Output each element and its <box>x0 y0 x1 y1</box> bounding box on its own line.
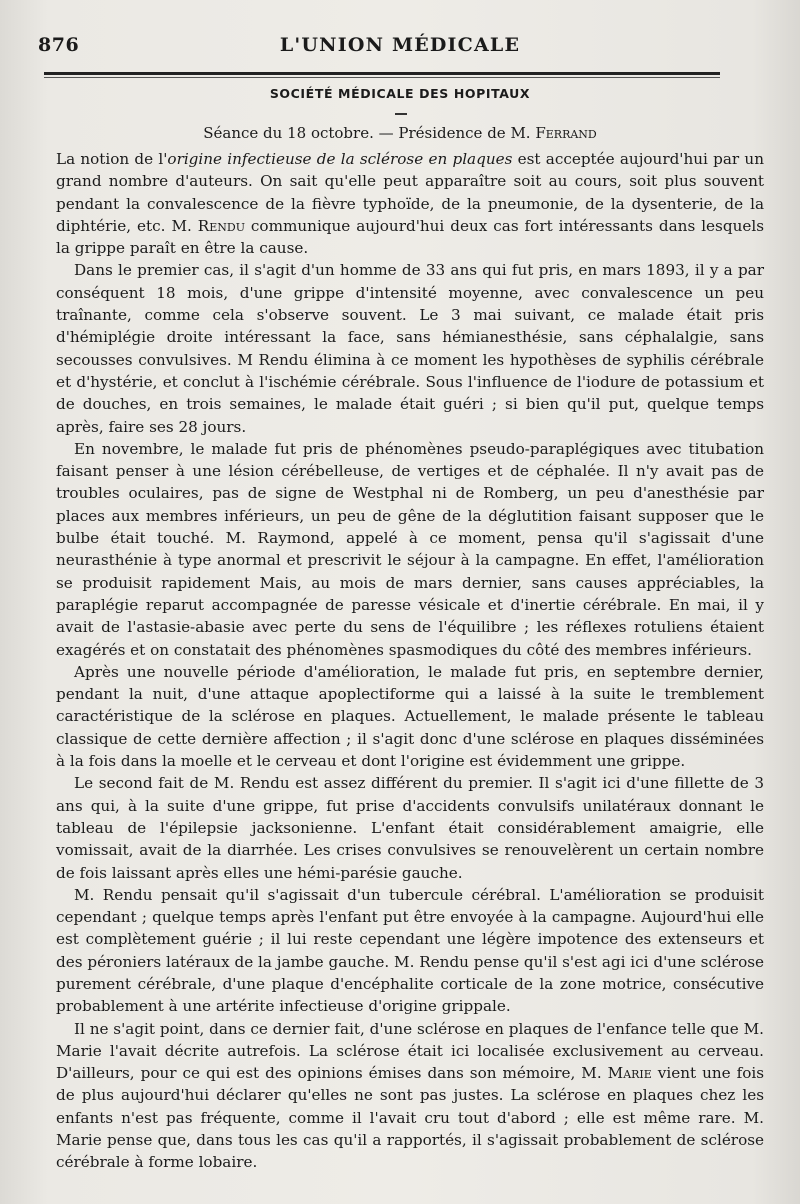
paragraph-3: En novembre, le malade fut pris de phénomènes pseudo-paraplégiques avec titubation faisant penser à une lésion cérébelleuse, de vertiges et de céphalée. Il n'y avait pas de troubles oculaires, pas de signe de Westphal ni de Romberg, un peu d'anesthésie par places aux membres inférieurs, un peu de gêne de la déglutition faisant supposer que le bulbe était touché. M. Raymond, appelé à ce moment, pensa qu'il s'agissait d'une neurasthénie à type anormal et prescrivit le séjour à la campagne. En effet, l'amélioration se produisit rapidement Mais, au mois de mars dernier, sans causes appréciables, la paraplégie reparut accompagnée de paresse vésicale et d'inertie cérébrale. En mai, il y avait de l'astasie-abasie avec perte du sens de l'équilibre ; les réflexes rotuliens étaient exagérés et on constatait des phénomènes spasmodiques du côté des membres inférieurs. <box>56 439 764 659</box>
header-rule-thick <box>44 72 720 75</box>
session-president: Ferrand <box>535 124 597 142</box>
section-title: SOCIÉTÉ MÉDICALE DES HOPITAUX <box>269 86 531 101</box>
paragraph-4: Après une nouvelle période d'amélioration, le malade fut pris, en septembre dernier, pendant la nuit, d'une attaque apoplectiforme qui a laissé à la suite le tremblement caractéristique de la sclérose en plaques. Actuellement, le malade présente le tableau classique de cette dernière affection ; il s'agit donc d'une sclérose en plaques disséminées à la fois dans la moelle et le cerveau et dont l'origine est évidemment une grippe. <box>56 662 764 771</box>
paragraph-2: Dans le premier cas, il s'agit d'un homme de 33 ans qui fut pris, en mars 1893, il y a par conséquent 18 mois, d'une grippe d'intensité moyenne, avec convalescence un peu traînante, comme cela s'observe souvent. Le 3 mai suivant, ce malade était pris d'hémiplégie droite intéressant la face, sans hémianesthésie, sans céphalalgie, sans secousses convulsives. M Rendu élimina à ce moment les hypothèses de syphilis cérébrale et d'hystérie, et conclut à l'ischémie cérébrale. Sous l'influence de l'iodure de potassium et de douches, en trois semaines, le malade était guéri ; si bien qu'il put, quelque temps après, faire ses 28 jours. <box>56 261 764 436</box>
paragraph-1 <box>56 148 764 259</box>
article-body <box>56 148 764 1174</box>
page-header <box>38 34 762 64</box>
paragraph-7 <box>56 1018 764 1174</box>
paragraph-1-name: Rendu <box>197 216 245 235</box>
paragraph-1-part-a: La notion de l' <box>56 150 168 168</box>
page-number: 876 <box>38 34 80 56</box>
paragraph-1-italic: origine infectieuse de la sclérose en plaques <box>167 150 513 168</box>
running-head: L'UNION MÉDICALE <box>279 34 521 56</box>
paragraph-7-part-b: vient une fois de plus aujourd'hui déclarer qu'elles ne sont pas justes. La sclérose en plaques chez les enfants n'est pas fréquente, comme il l'avait cru tout d'abord ; elle est même rare. M. Marie pense que, dans tous les cas qu'il a rapportés, il s'agissait probablement de sclérose cérébrale à forme lobaire. <box>56 1064 765 1172</box>
paragraph-1-part-b: est acceptée aujourd'hui par un grand nombre d'auteurs. On sait qu'elle peut apparaître soit au cours, soit plus souvent pendant la convalescence de la fièvre typhoïde, de la pneumonie, de la dysenterie, de la diphtérie, etc. M. <box>56 150 764 235</box>
paragraph-7-part-a: Il ne s'agit point, dans ce dernier fait, d'une sclérose en plaques de l'enfance telle que M. Marie l'avait décrite autrefois. La sclérose était ici localisée exclusivement au cerveau. D'ailleurs, pour ce qui est des opinions émises dans son mémoire, M. <box>56 1019 764 1083</box>
paragraph-7-name: Marie <box>607 1064 652 1083</box>
session-prefix: Séance du 18 octobre. — Présidence de M. <box>203 124 536 142</box>
paragraph-6: M. Rendu pensait qu'il s'agissait d'un tubercule cérébral. L'amélioration se produisit cependant ; quelque temps après l'enfant put être envoyée à la campagne. Aujourd'hui elle est complètement guérie ; il lui reste cependant une légère impotence des extenseurs et des péroniers latéraux de la jambe gauche. M. Rendu pense qu'il s'est agi ici d'une sclérose purement cérébrale, d'une plaque d'encéphalite corticale de la zone motrice, consécutive probablement à une artérite infectieuse d'origine grippale. <box>56 885 764 1016</box>
section-divider <box>395 113 407 115</box>
header-rule-thin <box>44 77 720 78</box>
paragraph-1-part-c: communique aujourd'hui deux cas fort intéressants dans lesquels la grippe paraît en être la cause. <box>56 216 764 258</box>
paragraph-5: Le second fait de M. Rendu est assez différent du premier. Il s'agit ici d'une fillette de 3 ans qui, à la suite d'une grippe, fut prise d'accidents convulsifs unilatéraux donnant le tableau de l'épilepsie jacksonienne. L'enfant était considérablement amaigrie, elle vomissait, avait de la diarrhée. Les crises convulsives se renouvelèrent un certain nombre de fois laissant après elles une hémi-parésie gauche. <box>56 774 764 882</box>
session-line <box>0 124 800 142</box>
